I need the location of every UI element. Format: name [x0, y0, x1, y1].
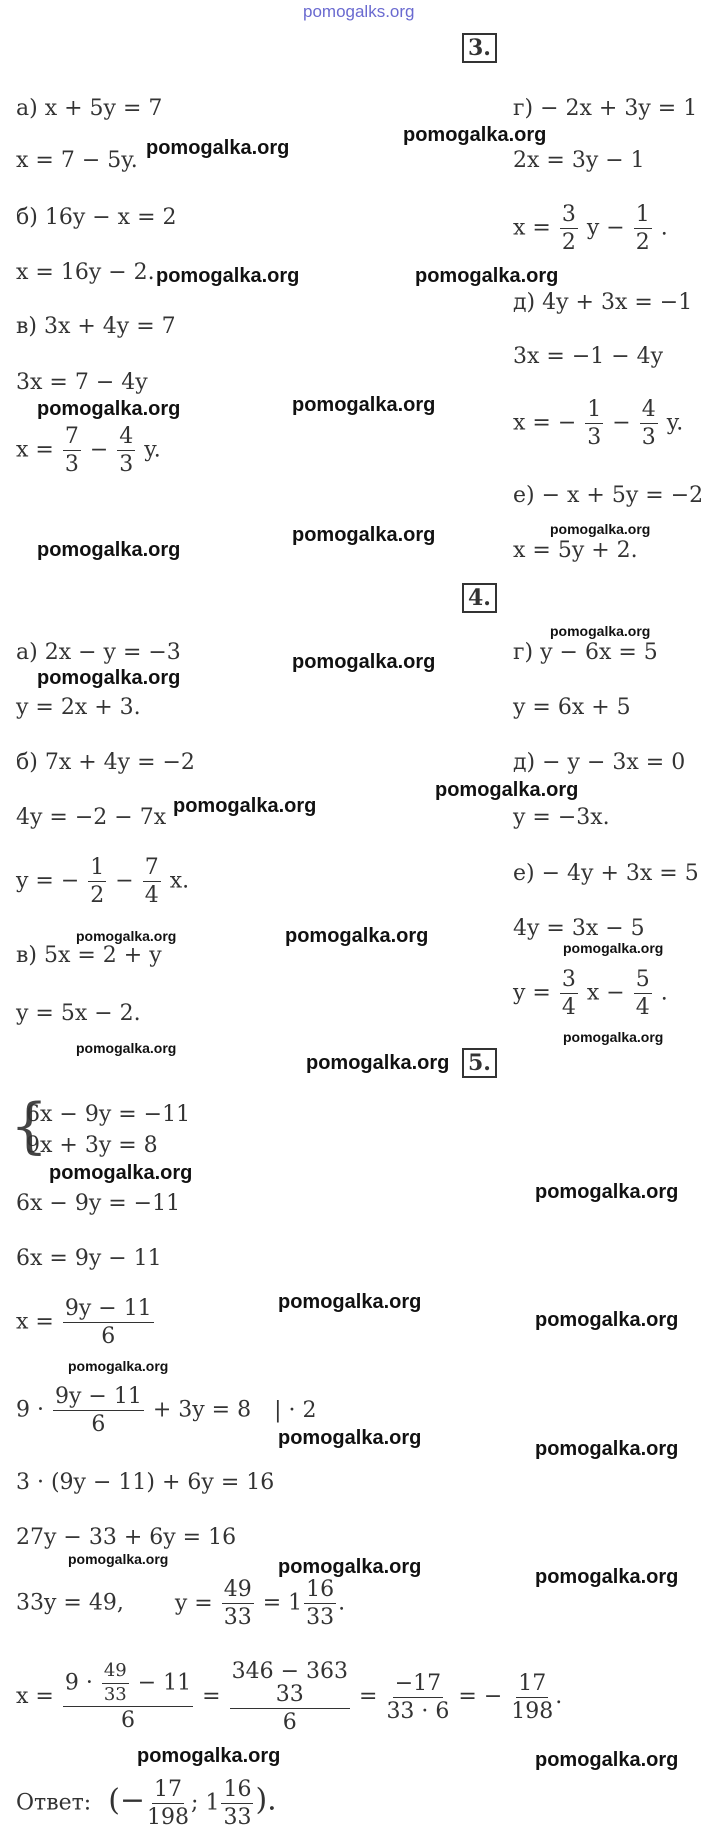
- eq-3e-2: x = 5y + 2.: [513, 538, 638, 563]
- watermark: pomogalka.org: [535, 1181, 679, 1203]
- eq-5-7: 33y = 49, y = $\frac{49}{33}$ = 1 $\frac{16}{33}$ .: [16, 1577, 346, 1631]
- site-header[interactable]: pomogalks.org: [303, 2, 415, 21]
- watermark: pomogalka.org: [137, 1745, 281, 1767]
- eq-3d-3: x = − $\frac{1}{3}$ − $\frac{4}{3}$ y.: [513, 397, 684, 451]
- eq-4e-1: е) − 4y + 3x = 5: [513, 861, 699, 886]
- watermark: pomogalka.org: [535, 1438, 679, 1460]
- watermark: pomogalka.org: [550, 521, 651, 537]
- eq-4g-1: г) y − 6x = 5: [513, 640, 658, 665]
- eq-3v-1: в) 3x + 4y = 7: [16, 314, 176, 339]
- watermark: pomogalka.org: [76, 928, 177, 944]
- eq-5-3: x = $\frac{9y - 11}{6}$: [16, 1296, 152, 1350]
- system-eq-1: 6x − 9y = −11: [26, 1102, 191, 1127]
- watermark: pomogalka.org: [550, 623, 651, 639]
- eq-5-2: 6x = 9y − 11: [16, 1246, 162, 1271]
- system-brace: {: [10, 1091, 49, 1161]
- watermark: pomogalka.org: [37, 667, 181, 689]
- watermark: pomogalka.org: [415, 265, 559, 287]
- watermark: pomogalka.org: [278, 1556, 422, 1578]
- eq-4a-2: y = 2x + 3.: [16, 695, 141, 720]
- eq-4b-2: 4y = −2 − 7x: [16, 805, 167, 830]
- eq-5-8: x = 9 · $\frac{49}{33}$ − 11 6 = 346 − 363 33 6 = $\frac{-17}{33 \cdot 6}$ = − $\frac{17}{198}$ .: [16, 1659, 563, 1736]
- watermark: pomogalka.org: [49, 1162, 193, 1184]
- eq-3g-3: x = $\frac{3}{2}$ y − $\frac{1}{2}$ .: [513, 202, 668, 256]
- eq-4b-3: y = − $\frac{1}{2}$ − $\frac{7}{4}$ x.: [16, 855, 190, 909]
- eq-5-5: 3 · (9y − 11) + 6y = 16: [16, 1470, 275, 1495]
- eq-3v-3: x = $\frac{7}{3}$ − $\frac{4}{3}$ y.: [16, 424, 161, 478]
- eq-3d-2: 3x = −1 − 4y: [513, 344, 664, 369]
- eq-3d-1: д) 4y + 3x = −1: [513, 290, 693, 315]
- task-number-3: 3.: [462, 33, 497, 63]
- eq-3g-1: г) − 2x + 3y = 1: [513, 96, 698, 121]
- eq-4v-1: в) 5x = 2 + y: [16, 943, 162, 968]
- watermark: pomogalka.org: [68, 1358, 169, 1374]
- eq-3a-1: а) x + 5y = 7: [16, 96, 163, 121]
- watermark: pomogalka.org: [403, 124, 547, 146]
- task-number-5: 5.: [462, 1048, 497, 1078]
- watermark: pomogalka.org: [278, 1427, 422, 1449]
- eq-3b-2: x = 16y − 2.: [16, 260, 155, 285]
- watermark: pomogalka.org: [563, 940, 664, 956]
- watermark: pomogalka.org: [156, 265, 300, 287]
- eq-4g-2: y = 6x + 5: [513, 695, 631, 720]
- watermark: pomogalka.org: [292, 651, 436, 673]
- watermark: pomogalka.org: [292, 524, 436, 546]
- watermark: pomogalka.org: [535, 1749, 679, 1771]
- eq-4d-2: y = −3x.: [513, 805, 610, 830]
- eq-4v-2: y = 5x − 2.: [16, 1001, 141, 1026]
- watermark: pomogalka.org: [278, 1291, 422, 1313]
- watermark: pomogalka.org: [173, 795, 317, 817]
- eq-4a-1: а) 2x − y = −3: [16, 640, 181, 665]
- watermark: pomogalka.org: [285, 925, 429, 947]
- watermark: pomogalka.org: [68, 1551, 169, 1567]
- task-number-4: 4.: [462, 583, 497, 613]
- eq-4d-1: д) − y − 3x = 0: [513, 750, 686, 775]
- watermark: pomogalka.org: [435, 779, 579, 801]
- watermark: pomogalka.org: [146, 137, 290, 159]
- answer-line: Ответ: (− $\frac{17}{198}$ ; 1 $\frac{16}{33}$ ).: [16, 1777, 277, 1831]
- eq-5-6: 27y − 33 + 6y = 16: [16, 1525, 237, 1550]
- watermark: pomogalka.org: [37, 398, 181, 420]
- watermark: pomogalka.org: [76, 1040, 177, 1056]
- eq-3v-2: 3x = 7 − 4y: [16, 370, 148, 395]
- eq-4e-3: y = $\frac{3}{4}$ x − $\frac{5}{4}$ .: [513, 967, 668, 1021]
- watermark: pomogalka.org: [37, 539, 181, 561]
- eq-5-1: 6x − 9y = −11: [16, 1191, 181, 1216]
- eq-3b-1: б) 16y − x = 2: [16, 205, 177, 230]
- system-eq-2: 9x + 3y = 8: [26, 1133, 158, 1158]
- watermark: pomogalka.org: [535, 1566, 679, 1588]
- watermark: pomogalka.org: [306, 1052, 450, 1074]
- watermark: pomogalka.org: [292, 394, 436, 416]
- eq-3a-2: x = 7 − 5y.: [16, 148, 138, 173]
- watermark: pomogalka.org: [563, 1029, 664, 1045]
- eq-4b-1: б) 7x + 4y = −2: [16, 750, 195, 775]
- watermark: pomogalka.org: [535, 1309, 679, 1331]
- eq-5-4: 9 · $\frac{9y - 11}{6}$ + 3y = 8 | · 2: [16, 1384, 317, 1438]
- eq-4e-2: 4y = 3x − 5: [513, 916, 645, 941]
- eq-3g-2: 2x = 3y − 1: [513, 148, 645, 173]
- eq-3e-1: е) − x + 5y = −2: [513, 483, 704, 508]
